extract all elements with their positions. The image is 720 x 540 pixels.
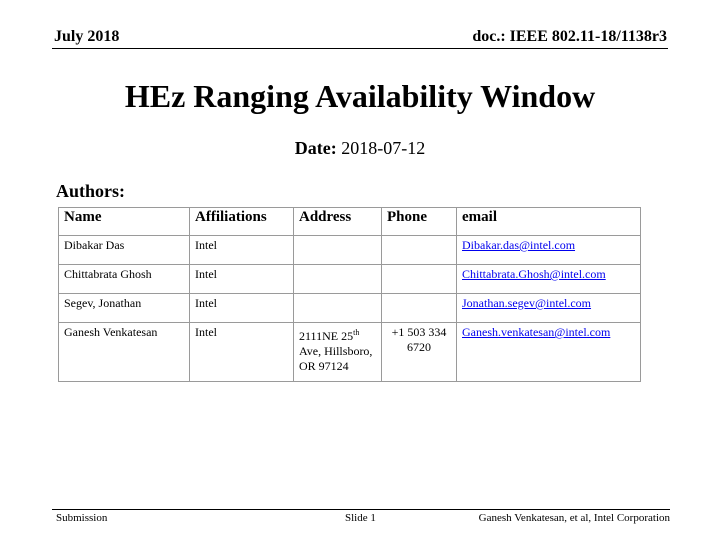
table-header-row: [59, 208, 641, 236]
table-row: [59, 294, 641, 323]
footer-slide-number: Slide 1: [345, 512, 376, 524]
author-name: Chittabrata Ghosh: [59, 265, 190, 294]
author-address: [294, 294, 382, 323]
address-street: 2111NE 25: [299, 329, 354, 343]
author-email-cell: [457, 265, 641, 294]
column-header-address: Address: [294, 208, 382, 236]
table-row: [59, 323, 641, 382]
date-value: 2018-07-12: [341, 138, 426, 158]
author-name: Dibakar Das: [59, 236, 190, 265]
author-email-link[interactable]: Chittabrata.Ghosh@intel.com: [462, 267, 606, 281]
address-rest: Ave, Hillsboro, OR 97124: [299, 344, 373, 373]
author-email-cell: [457, 323, 641, 382]
author-phone: [382, 294, 457, 323]
author-phone: [382, 236, 457, 265]
author-email-link[interactable]: Ganesh.venkatesan@intel.com: [462, 325, 611, 339]
authors-heading: Authors:: [56, 181, 126, 201]
author-address: [294, 323, 382, 382]
slide-title: HEz Ranging Availability Window: [124, 78, 596, 114]
column-header-phone: Phone: [382, 208, 457, 236]
column-header-affiliations: Affiliations: [190, 208, 294, 236]
column-header-name: Name: [59, 208, 190, 236]
author-name: Segev, Jonathan: [59, 294, 190, 323]
date-label: Date:: [294, 138, 337, 158]
author-affiliation: Intel: [190, 265, 294, 294]
table-row: [59, 265, 641, 294]
author-affiliation: Intel: [190, 236, 294, 265]
date-line: [0, 138, 720, 159]
author-email-link[interactable]: Jonathan.segev@intel.com: [462, 296, 592, 310]
column-header-email: email: [457, 208, 641, 236]
authors-table: [58, 207, 641, 382]
author-email-cell: [457, 294, 641, 323]
header-doc-id: doc.: IEEE 802.11-18/1138r3: [472, 28, 667, 45]
footer-submission: Submission: [56, 512, 108, 524]
header-divider: [52, 48, 668, 49]
author-address: [294, 265, 382, 294]
author-email-cell: [457, 236, 641, 265]
author-email-link[interactable]: Dibakar.das@intel.com: [462, 238, 576, 252]
table-row: [59, 236, 641, 265]
footer-authors: Ganesh Venkatesan, et al, Intel Corporation: [478, 512, 670, 524]
author-name: Ganesh Venkatesan: [59, 323, 190, 382]
address-ordinal-suffix: th: [353, 328, 360, 337]
footer-divider: [52, 509, 670, 510]
author-affiliation: Intel: [190, 294, 294, 323]
author-phone: [382, 265, 457, 294]
author-phone: +1 503 334 6720: [382, 323, 457, 382]
author-address: [294, 236, 382, 265]
header-date: July 2018: [54, 28, 120, 45]
author-affiliation: Intel: [190, 323, 294, 382]
